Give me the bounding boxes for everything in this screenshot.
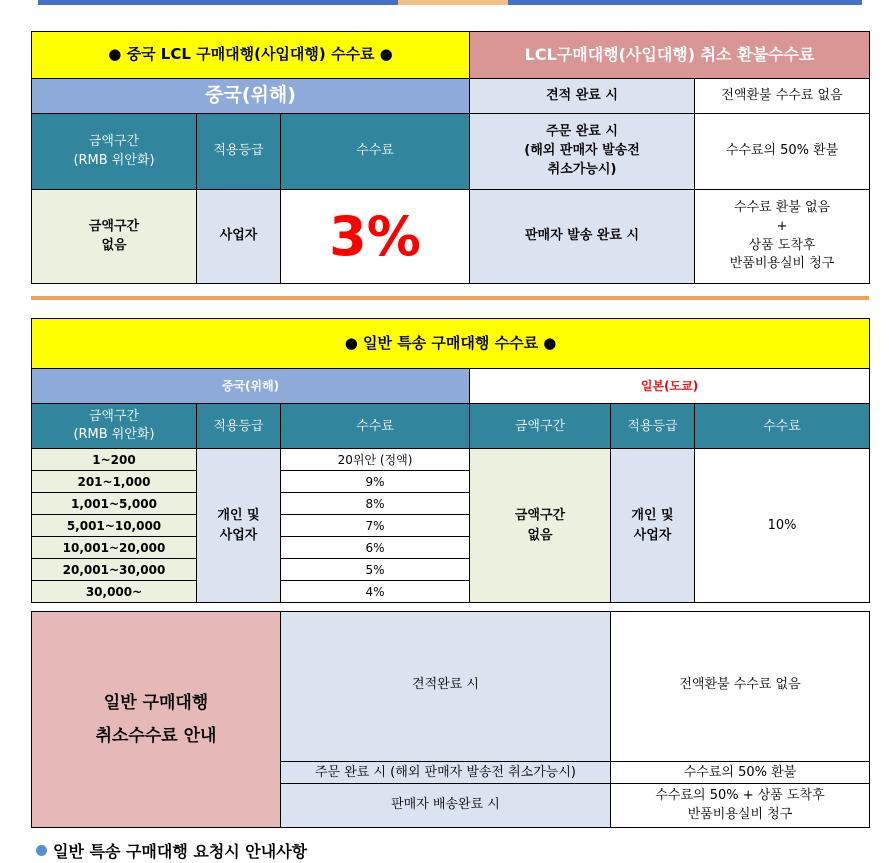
japan-region: 일본(도쿄): [470, 369, 870, 404]
footer-heading: [36, 838, 307, 862]
china-fee: 20위안 (정액): [281, 449, 470, 471]
china-range: 1,001~5,000: [32, 493, 197, 515]
lcl-fee-value: 3%: [329, 204, 421, 268]
china-region: 중국(위해): [32, 369, 470, 404]
china-range: 30,000~: [32, 581, 197, 603]
lcl-title: ● 중국 LCL 구매대행(사입대행) 수수료 ●: [32, 32, 470, 79]
lcl-region: 중국(위해): [32, 79, 470, 114]
china-grade: 개인 및 사업자: [197, 449, 281, 603]
lcl-refund-policy: 수수료의 50% 환불: [695, 114, 870, 190]
footer-title: 일반 특송 구매대행 요청시 안내사항: [53, 841, 308, 861]
cancel-policy: 수수료의 50% 환불: [611, 762, 870, 784]
lcl-refund-policy: 수수료 환불 없음 + 상품 도착후 반품비용실비 청구: [695, 190, 870, 284]
japan-fee: 10%: [695, 449, 870, 603]
express-fee-table: [31, 318, 870, 603]
top-banner-ornament: [398, 0, 508, 5]
lcl-grade: 사업자: [197, 190, 281, 284]
china-range: 10,001~20,000: [32, 537, 197, 559]
lcl-fee-table: [31, 31, 870, 284]
cancel-policy: 수수료의 50% + 상품 도착후 반품비용실비 청구: [611, 784, 870, 828]
section-divider: [31, 296, 869, 300]
japan-header-fee: 수수료: [695, 404, 870, 449]
lcl-refund-title: LCL구매대행(사입대행) 취소 환불수수료: [470, 32, 870, 79]
china-header-fee: 수수료: [281, 404, 470, 449]
express-title: ● 일반 특송 구매대행 수수료 ●: [32, 319, 870, 369]
lcl-header-fee: 수수료: [281, 114, 470, 190]
bullet-icon: [36, 845, 47, 856]
china-range: 5,001~10,000: [32, 515, 197, 537]
japan-header-grade: 적용등급: [611, 404, 695, 449]
cancel-fee-table: [31, 611, 870, 828]
china-range: 201~1,000: [32, 471, 197, 493]
china-fee: 9%: [281, 471, 470, 493]
japan-grade: 개인 및 사업자: [611, 449, 695, 603]
china-range: 1~200: [32, 449, 197, 471]
china-range: 20,001~30,000: [32, 559, 197, 581]
china-fee: 6%: [281, 537, 470, 559]
lcl-header-grade: 적용등급: [197, 114, 281, 190]
lcl-range: 금액구간 없음: [32, 190, 197, 284]
lcl-refund-stage: 주문 완료 시 (해외 판매자 발송전 취소가능시): [470, 114, 695, 190]
japan-range: 금액구간 없음: [470, 449, 611, 603]
lcl-header-range: 금액구간 (RMB 위안화): [32, 114, 197, 190]
china-fee: 7%: [281, 515, 470, 537]
cancel-stage: 판매자 배송완료 시: [281, 784, 611, 828]
lcl-refund-stage: 견적 완료 시: [470, 79, 695, 114]
japan-header-range: 금액구간: [470, 404, 611, 449]
lcl-refund-policy: 전액환불 수수료 없음: [695, 79, 870, 114]
china-header-range: 금액구간 (RMB 위안화): [32, 404, 197, 449]
cancel-stage: 주문 완료 시 (해외 판매자 발송전 취소가능시): [281, 762, 611, 784]
china-header-grade: 적용등급: [197, 404, 281, 449]
lcl-refund-stage: 판매자 발송 완료 시: [470, 190, 695, 284]
china-fee: 8%: [281, 493, 470, 515]
china-fee: 5%: [281, 559, 470, 581]
cancel-policy: 전액환불 수수료 없음: [611, 612, 870, 762]
china-fee: 4%: [281, 581, 470, 603]
cancel-stage: 견적완료 시: [281, 612, 611, 762]
cancel-title: 일반 구매대행 취소수수료 안내: [32, 612, 281, 828]
